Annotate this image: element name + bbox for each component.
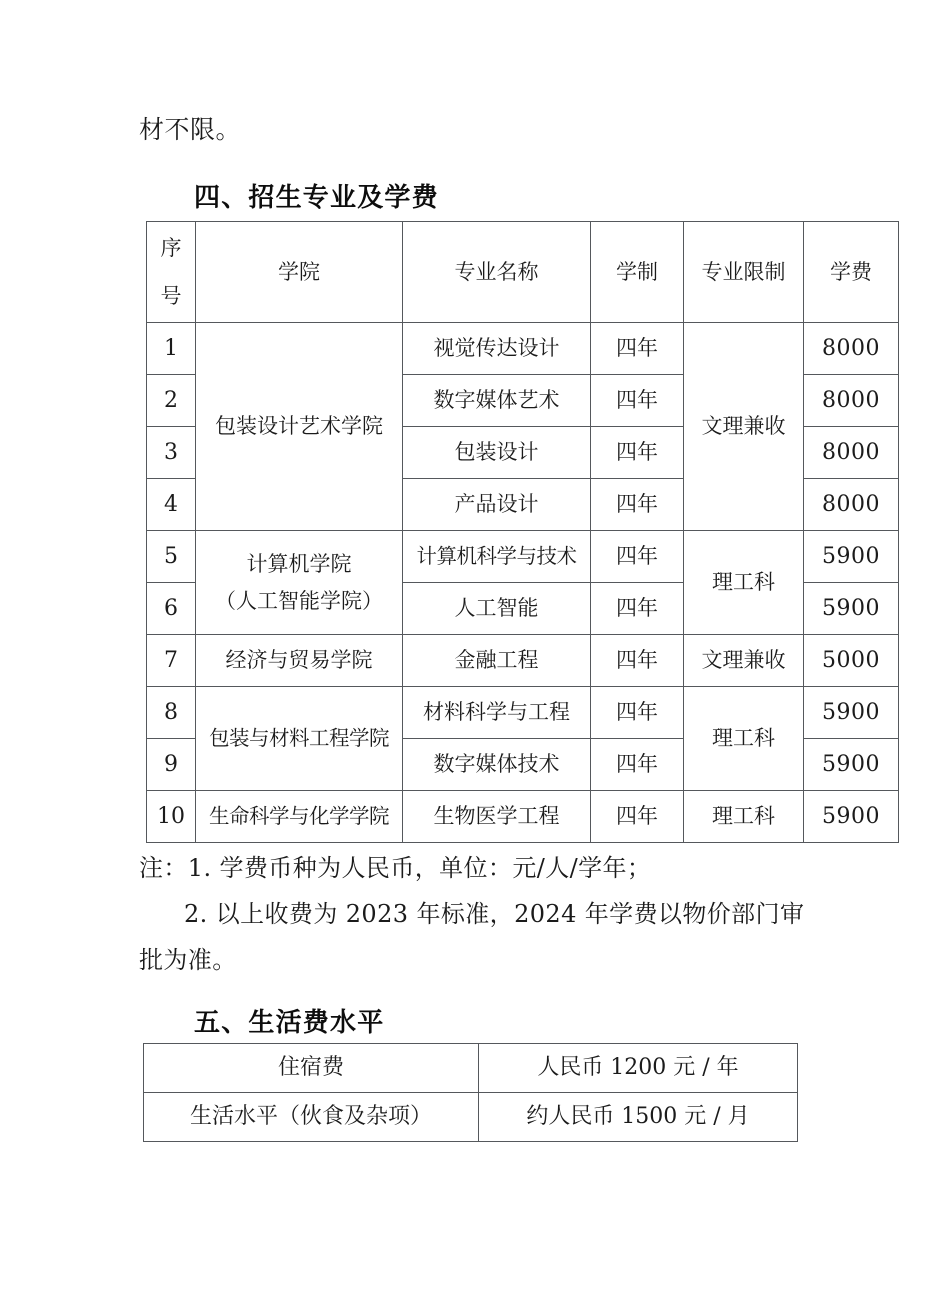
cell-duration: 四年 bbox=[591, 687, 684, 739]
cell-fee: 8000 bbox=[804, 323, 899, 375]
table-row bbox=[147, 635, 899, 687]
majors-tuition-table bbox=[146, 221, 899, 843]
cell-seq: 6 bbox=[147, 583, 196, 635]
cell-college-merged bbox=[196, 531, 403, 635]
table-row bbox=[144, 1044, 798, 1093]
header-cell-college: 学院 bbox=[196, 222, 403, 323]
cell-major: 数字媒体技术 bbox=[403, 739, 591, 791]
cell-seq: 3 bbox=[147, 427, 196, 479]
cell-fee: 8000 bbox=[804, 375, 899, 427]
cell-fee: 5900 bbox=[804, 583, 899, 635]
cell-major: 视觉传达设计 bbox=[403, 323, 591, 375]
cell-fee: 8000 bbox=[804, 427, 899, 479]
cell-duration: 四年 bbox=[591, 531, 684, 583]
cell-major: 产品设计 bbox=[403, 479, 591, 531]
section-heading-majors: 四、招生专业及学费 bbox=[194, 183, 439, 213]
cell-fee: 8000 bbox=[804, 479, 899, 531]
cell-seq: 7 bbox=[147, 635, 196, 687]
cell-living-value: 约人民币 1500 元 / 月 bbox=[479, 1093, 798, 1142]
cell-college-merged: 包装设计艺术学院 bbox=[196, 323, 403, 531]
cell-fee: 5900 bbox=[804, 791, 899, 843]
cell-duration: 四年 bbox=[591, 323, 684, 375]
college-line-1: 计算机学院 bbox=[246, 551, 352, 576]
cell-duration: 四年 bbox=[591, 583, 684, 635]
header-seq-line1: 序 bbox=[160, 235, 182, 260]
cell-seq: 9 bbox=[147, 739, 196, 791]
cell-duration: 四年 bbox=[591, 427, 684, 479]
cell-seq: 10 bbox=[147, 791, 196, 843]
cell-major: 人工智能 bbox=[403, 583, 591, 635]
table-note-1: 注：1. 学费币种为人民币，单位：元/人/学年； bbox=[139, 854, 652, 882]
cell-limit-merged: 文理兼收 bbox=[684, 323, 804, 531]
section-heading-living-cost: 五、生活费水平 bbox=[194, 1008, 385, 1038]
cell-major: 数字媒体艺术 bbox=[403, 375, 591, 427]
table-row bbox=[147, 531, 899, 583]
cell-college-merged: 包装与材料工程学院 bbox=[196, 687, 403, 791]
cell-fee: 5900 bbox=[804, 531, 899, 583]
cell-seq: 5 bbox=[147, 531, 196, 583]
table-row bbox=[147, 687, 899, 739]
cell-limit-merged: 理工科 bbox=[684, 687, 804, 791]
cell-limit: 理工科 bbox=[684, 791, 804, 843]
table-header-row bbox=[147, 222, 899, 323]
cell-fee: 5900 bbox=[804, 739, 899, 791]
cell-college: 生命科学与化学学院 bbox=[196, 791, 403, 843]
cell-fee: 5900 bbox=[804, 687, 899, 739]
cell-major: 计算机科学与技术 bbox=[403, 531, 591, 583]
table-note-2: 2. 以上收费为 2023 年标准，2024 年学费以物价部门审 bbox=[184, 900, 805, 928]
cell-duration: 四年 bbox=[591, 479, 684, 531]
cell-seq: 4 bbox=[147, 479, 196, 531]
cell-duration: 四年 bbox=[591, 739, 684, 791]
cell-major: 金融工程 bbox=[403, 635, 591, 687]
cell-major: 包装设计 bbox=[403, 427, 591, 479]
cell-seq: 2 bbox=[147, 375, 196, 427]
cell-duration: 四年 bbox=[591, 375, 684, 427]
cell-limit: 文理兼收 bbox=[684, 635, 804, 687]
header-seq-line2: 号 bbox=[160, 284, 182, 308]
college-line-2: （人工智能学院） bbox=[215, 588, 383, 613]
carryover-text: 材不限。 bbox=[139, 115, 242, 144]
header-cell-major: 专业名称 bbox=[403, 222, 591, 323]
cell-seq: 8 bbox=[147, 687, 196, 739]
cell-living-value: 人民币 1200 元 / 年 bbox=[479, 1044, 798, 1093]
cell-duration: 四年 bbox=[591, 791, 684, 843]
cell-major: 材料科学与工程 bbox=[403, 687, 591, 739]
cell-living-item: 住宿费 bbox=[144, 1044, 479, 1093]
header-cell-fee: 学费 bbox=[804, 222, 899, 323]
cell-seq: 1 bbox=[147, 323, 196, 375]
cell-living-item: 生活水平（伙食及杂项） bbox=[144, 1093, 479, 1142]
table-row bbox=[144, 1093, 798, 1142]
table-row bbox=[147, 323, 899, 375]
cell-college: 经济与贸易学院 bbox=[196, 635, 403, 687]
cell-major: 生物医学工程 bbox=[403, 791, 591, 843]
header-cell-seq bbox=[147, 222, 196, 323]
header-cell-duration: 学制 bbox=[591, 222, 684, 323]
table-note-2-continued: 批为准。 bbox=[139, 946, 237, 974]
living-cost-table bbox=[143, 1043, 798, 1142]
header-cell-limit: 专业限制 bbox=[684, 222, 804, 323]
cell-fee: 5000 bbox=[804, 635, 899, 687]
cell-duration: 四年 bbox=[591, 635, 684, 687]
cell-limit-merged: 理工科 bbox=[684, 531, 804, 635]
table-row bbox=[147, 791, 899, 843]
